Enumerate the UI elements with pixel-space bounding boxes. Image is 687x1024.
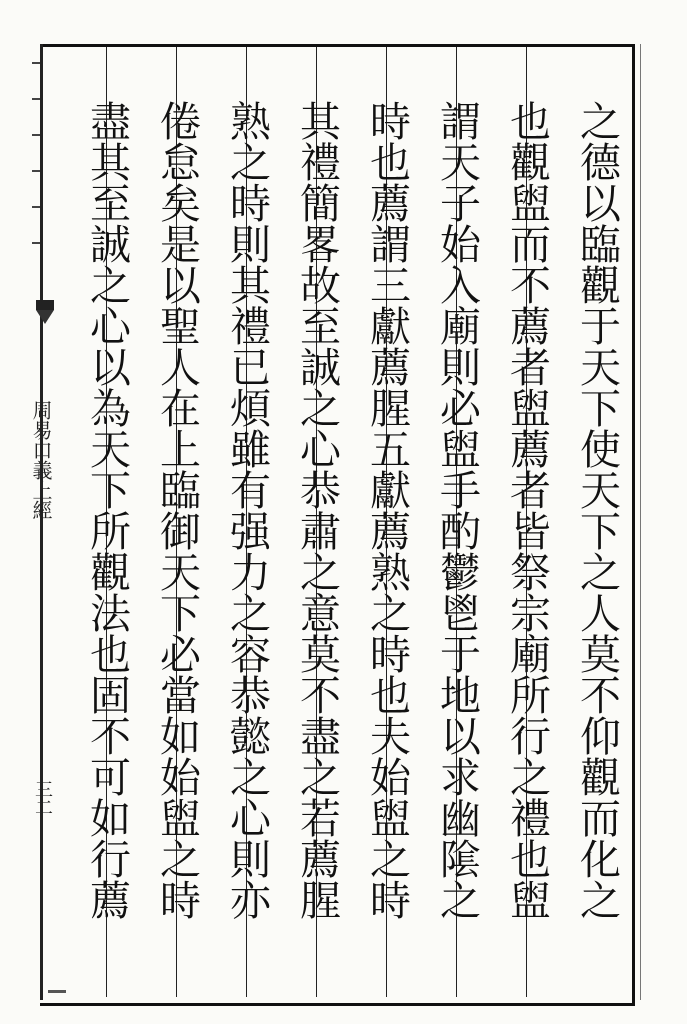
text-column-8: 盡其至誠之心以為天下所觀法也固不可如行薦: [83, 100, 131, 920]
text-column-7: 倦怠矣是以聖人在上臨御天下必當如始盥之時: [153, 100, 201, 920]
text-column-6: 熟之時則其禮已煩雖有强力之容恭懿之心則亦: [223, 100, 271, 920]
text-column-4: 時也薦謂三獻薦腥五獻薦熟之時也夫始盥之時: [363, 100, 411, 920]
text-column-1: 之德以臨觀于天下使天下之人莫不仰觀而化之: [573, 100, 621, 920]
text-column-3: 謂天子始入廟則必盥手酌鬱鬯于地以求幽隂之: [433, 100, 481, 920]
page-number: 三二: [32, 780, 53, 816]
text-column-5: 其禮簡畧故至誠之心恭肅之意莫不盡之若薦腥: [293, 100, 341, 920]
fishtail-ornament: [36, 300, 54, 340]
outer-edge-line: [640, 44, 641, 1000]
bottom-mark: [48, 990, 66, 993]
banner-title: 周易口義上經: [29, 400, 53, 520]
banner-top-marks: [30, 62, 42, 302]
text-column-2: 也觀盥而不薦者盥薦者皆祭宗廟所行之禮也盥: [503, 100, 551, 920]
